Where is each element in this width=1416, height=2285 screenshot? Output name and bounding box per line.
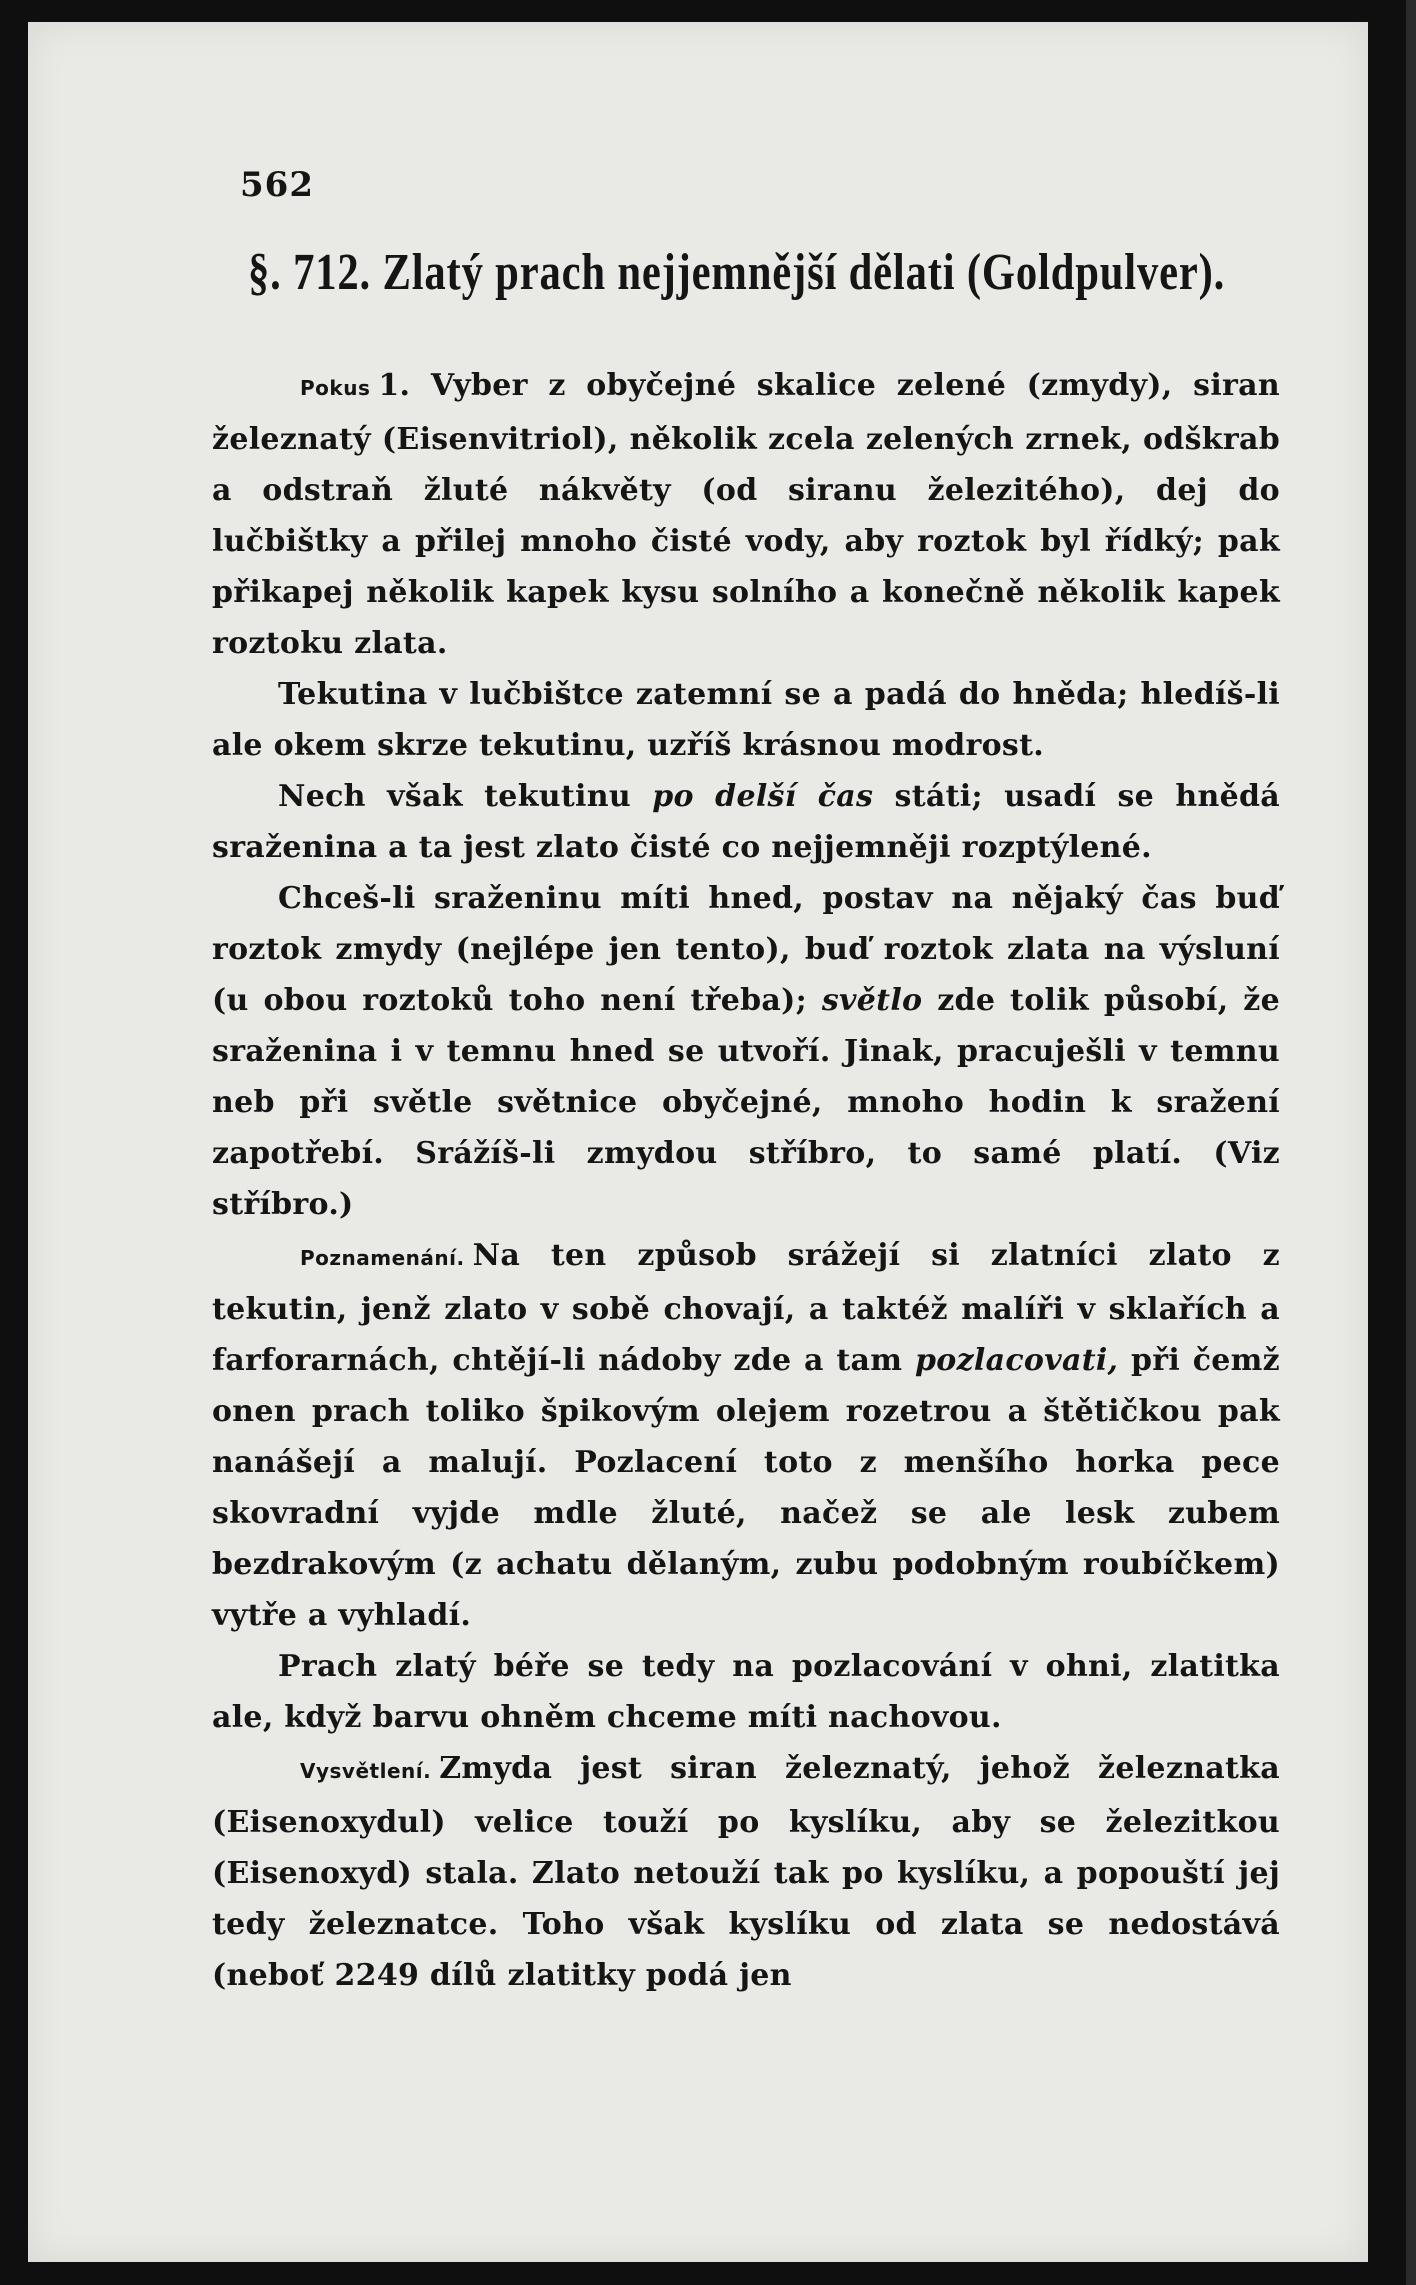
page-gutter	[1406, 0, 1416, 2285]
paragraph-note	[212, 1230, 1280, 1641]
paragraph-light	[212, 873, 1280, 1230]
light-text-pre: Chceš-li sraženinu míti hned, postav na nějaký čas buď roztok zmydy (nejlépe jen tento), buď roztok zlata na výsluní (u obou roztoků toho není třeba);	[212, 881, 1280, 1018]
paragraph-explanation	[212, 1743, 1280, 2001]
paragraph-gold-powder: Prach zlatý béře se tedy na pozlacování v ohni, zlatitka ale, když barvu ohněm chceme míti nachovou.	[212, 1649, 1280, 1735]
settling-text-post: státi; usadí se hnědá sraženina a ta jest zlato čisté co nejjemněji rozptýlené.	[212, 779, 1280, 865]
note-text-pre: Na ten způsob srážejí si zlatníci zlato z tekutin, jenž zlato v sobě chovají, a taktéž malíři v sklařích a farforarnách, chtějí-li nádoby zde a tam	[212, 1238, 1280, 1378]
experiment-text: 1. Vyber z obyčejné skalice zelené (zmydy), siran železnatý (Eisenvitriol), několik zcela zelených zrnek, odškrab a odstraň žluté nákvěty (od siranu železitého), dej do lučbištky a přilej mnoho čisté vody, aby roztok byl řídký; pak přikapej několik kapek kysu solního a konečně několik kapek roztoku zlata.	[212, 368, 1280, 661]
label-note: Poznamenání.	[300, 1246, 465, 1270]
label-experiment: Pokus	[300, 376, 371, 400]
settling-text-pre: Nech však tekutinu	[278, 779, 631, 814]
light-emphasis: světlo	[821, 983, 923, 1018]
settling-emphasis: po delší čas	[652, 779, 874, 814]
light-text-post: zde tolik působí, že sraženina i v temnu hned se utvoří. Jinak, pracuješli v temnu neb při světle světnice obyčejné, mnoho hodin k sražení zapotřebí. Srážíš-li zmydou stříbro, to samé platí. (Viz stříbro.)	[212, 983, 1281, 1222]
text-block	[212, 165, 1280, 2001]
paragraph-settling	[212, 771, 1280, 873]
paragraph-experiment	[212, 360, 1280, 669]
label-explanation: Vysvětlení.	[300, 1759, 432, 1783]
paragraph-observation: Tekutina v lučbištce zatemní se a padá do hněda; hledíš-li ale okem skrze tekutinu, uzříš krásnou modrost.	[212, 677, 1280, 763]
note-text-post: při čemž onen prach toliko špikovým olejem rozetrou a štětičkou pak nanášejí a malují. Pozlacení toto z menšího horka pece skovradní vyjde mdle žluté, načež se ale lesk zubem bezdrakovým (z achatu dělaným, zubu podobným roubíčkem) vytře a vyhladí.	[212, 1343, 1281, 1633]
note-emphasis: pozlacovati,	[915, 1343, 1119, 1378]
section-heading: §. 712. Zlatý prach nejjemnější dělati (Goldpulver).	[248, 244, 1226, 301]
page-number: 562	[240, 165, 314, 205]
explanation-text: Zmyda jest siran železnatý, jehož železnatka (Eisenoxydul) velice touží po kyslíku, aby se železitkou (Eisenoxyd) stala. Zlato netouží tak po kyslíku, a popouští jej tedy železnatce. Toho však kyslíku od zlata se nedostává (neboť 2249 dílů zlatitky podá jen	[212, 1751, 1280, 1993]
